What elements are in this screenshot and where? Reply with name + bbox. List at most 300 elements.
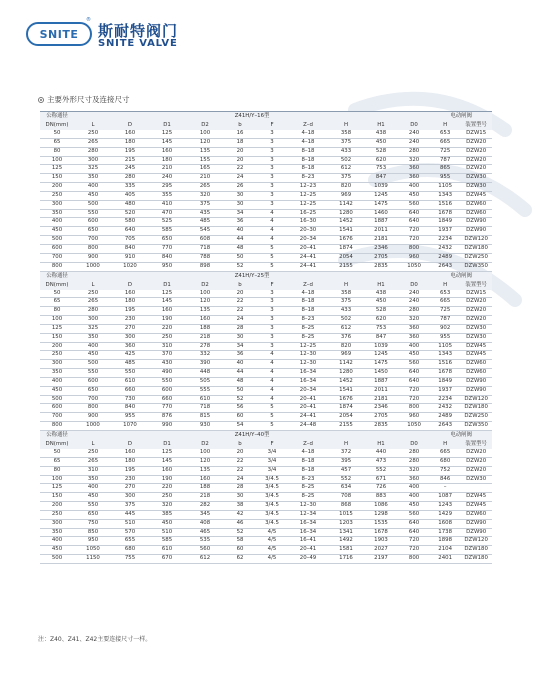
- table-cell: 210: [186, 174, 224, 183]
- table-cell: 3/4.5: [256, 484, 288, 493]
- table-cell: 250: [148, 333, 186, 342]
- table-row: [40, 493, 492, 502]
- table-row: [40, 422, 492, 431]
- table-cell: 718: [186, 244, 224, 253]
- table-cell: 320: [398, 156, 430, 165]
- table-cell: 2155: [328, 422, 364, 431]
- table-cell: DZW350: [460, 262, 492, 271]
- table-cell: 230: [112, 475, 148, 484]
- table-cell: 310: [74, 466, 112, 475]
- column-header: Z–d: [288, 121, 328, 130]
- table-cell: 2155: [328, 262, 364, 271]
- table-cell: 52: [224, 528, 256, 537]
- table-cell: 1343: [430, 351, 460, 360]
- table-cell: 48: [224, 244, 256, 253]
- table-column-header-row: [40, 121, 492, 130]
- table-cell: 700: [74, 236, 112, 245]
- table-cell: 265: [74, 298, 112, 307]
- table-row: [40, 386, 492, 395]
- table-cell: DZW45: [460, 493, 492, 502]
- table-cell: 800: [40, 422, 74, 431]
- table-cell: 610: [112, 377, 148, 386]
- table-cell: 670: [148, 555, 186, 564]
- table-cell: 770: [148, 244, 186, 253]
- table-cell: 1105: [430, 342, 460, 351]
- table-cell: 1516: [430, 360, 460, 369]
- table-cell: 550: [112, 369, 148, 378]
- table-cell: 12–25: [288, 191, 328, 200]
- table-cell: 16: [224, 130, 256, 138]
- table-cell: DZW90: [460, 218, 492, 227]
- table-cell: 65: [40, 298, 74, 307]
- header: [0, 0, 535, 58]
- table-cell: 100: [186, 290, 224, 298]
- table-cell: 8–18: [288, 165, 328, 174]
- table-cell: DZW30: [460, 183, 492, 192]
- table-cell: 634: [328, 484, 364, 493]
- table-cell: 1716: [328, 555, 364, 564]
- table-cell: 375: [112, 502, 148, 511]
- table-cell: 16–41: [288, 537, 328, 546]
- table-cell: 2234: [430, 236, 460, 245]
- table-cell: 8–18: [288, 457, 328, 466]
- table-row: [40, 227, 492, 236]
- table-cell: 24–41: [288, 253, 328, 262]
- table-cell: 165: [186, 165, 224, 174]
- table-cell: 545: [186, 227, 224, 236]
- table-cell: 30: [224, 191, 256, 200]
- column-header: H1: [364, 440, 398, 449]
- table-row: [40, 537, 492, 546]
- table-cell: 8–25: [288, 324, 328, 333]
- table-cell: 500: [74, 360, 112, 369]
- table-cell: 22: [224, 457, 256, 466]
- table-cell: 435: [186, 209, 224, 218]
- table-cell: 502: [328, 316, 364, 325]
- table-cell: 528: [364, 307, 398, 316]
- table-cell: 1678: [430, 369, 460, 378]
- table-cell: 500: [40, 555, 74, 564]
- table-row: [40, 457, 492, 466]
- table-cell: 125: [40, 484, 74, 493]
- brand-name-en: SNITE VALVE: [98, 38, 178, 49]
- table-cell: 190: [148, 475, 186, 484]
- table-cell: 280: [398, 147, 430, 156]
- table-cell: 218: [186, 493, 224, 502]
- table-cell: 725: [430, 147, 460, 156]
- table-cell: 788: [186, 253, 224, 262]
- table-cell: 160: [148, 307, 186, 316]
- table-cell: 360: [112, 342, 148, 351]
- table-cell: 960: [398, 413, 430, 422]
- column-header: H: [430, 121, 460, 130]
- table-cell: 1203: [328, 519, 364, 528]
- table-cell: 1898: [430, 537, 460, 546]
- table-cell: 3: [256, 307, 288, 316]
- table-cell: 700: [74, 395, 112, 404]
- column-header: F: [256, 440, 288, 449]
- table-cell: 800: [398, 555, 430, 564]
- table-cell: 190: [148, 316, 186, 325]
- table-cell: 1020: [112, 262, 148, 271]
- table-cell: 50: [224, 253, 256, 262]
- table-cell: 4/5: [256, 537, 288, 546]
- table-cell: 883: [364, 493, 398, 502]
- table-cell: 3/4: [256, 457, 288, 466]
- table-cell: 250: [74, 449, 112, 457]
- table-cell: 215: [112, 156, 148, 165]
- table-cell: 155: [186, 156, 224, 165]
- table-cell: 720: [398, 236, 430, 245]
- table-cell: 24–41: [288, 262, 328, 271]
- table-cell: 1887: [364, 377, 398, 386]
- table-cell: 3: [256, 290, 288, 298]
- column-header: D2: [186, 121, 224, 130]
- table-cell: 3/4: [256, 449, 288, 457]
- table-cell: DZW45: [460, 342, 492, 351]
- table-row: [40, 209, 492, 218]
- table-row: [40, 466, 492, 475]
- table-cell: 200: [40, 342, 74, 351]
- table-cell: 445: [112, 510, 148, 519]
- table-cell: 990: [148, 422, 186, 431]
- table-cell: 505: [186, 377, 224, 386]
- table-cell: 969: [328, 191, 364, 200]
- table-header-row: [40, 112, 492, 122]
- dn-header: 公称通径 DN(mm): [40, 431, 74, 450]
- table-cell: 345: [186, 510, 224, 519]
- table-cell: 8–23: [288, 316, 328, 325]
- table-cell: 350: [74, 333, 112, 342]
- column-header: H: [328, 121, 364, 130]
- table-cell: 358: [328, 290, 364, 298]
- table-cell: 1849: [430, 218, 460, 227]
- table-cell: 80: [40, 147, 74, 156]
- table-cell: 395: [328, 457, 364, 466]
- table-header-row: [40, 431, 492, 441]
- table-cell: 2705: [364, 413, 398, 422]
- table-cell: 240: [148, 174, 186, 183]
- table-cell: 2011: [364, 227, 398, 236]
- column-header: 装置型号: [460, 121, 492, 130]
- model-header: Z41H/Y–25型: [74, 271, 430, 281]
- table-cell: 753: [364, 165, 398, 174]
- table-cell: 28: [224, 484, 256, 493]
- table-cell: 3: [256, 130, 288, 138]
- table-row: [40, 253, 492, 262]
- column-header: b: [224, 281, 256, 290]
- table-cell: 1608: [430, 519, 460, 528]
- table-cell: 160: [112, 130, 148, 138]
- table-cell: 510: [112, 519, 148, 528]
- table-cell: DZW120: [460, 236, 492, 245]
- table-row: [40, 528, 492, 537]
- table-cell: 8–18: [288, 466, 328, 475]
- table-cell: 160: [186, 316, 224, 325]
- table-cell: 8–18: [288, 147, 328, 156]
- table-cell: 1535: [364, 519, 398, 528]
- table-cell: 608: [186, 236, 224, 245]
- table-cell: 40: [224, 360, 256, 369]
- table-cell: 550: [74, 369, 112, 378]
- column-header: Z–d: [288, 281, 328, 290]
- table-row: [40, 174, 492, 183]
- table-cell: 310: [148, 342, 186, 351]
- table-cell: 752: [430, 466, 460, 475]
- table-cell: 320: [398, 316, 430, 325]
- table-cell: 720: [398, 395, 430, 404]
- table-cell: 2181: [364, 236, 398, 245]
- table-cell: 320: [186, 191, 224, 200]
- table-row: [40, 298, 492, 307]
- table-cell: 552: [328, 475, 364, 484]
- table-cell: 3/4.5: [256, 493, 288, 502]
- table-cell: 280: [398, 457, 430, 466]
- table-cell: DZW120: [460, 537, 492, 546]
- table-cell: 450: [148, 519, 186, 528]
- table-cell: 2197: [364, 555, 398, 564]
- table-cell: 20–41: [288, 244, 328, 253]
- table-row: [40, 290, 492, 298]
- table-row: [40, 236, 492, 245]
- table-cell: 465: [186, 528, 224, 537]
- table-cell: 560: [398, 360, 430, 369]
- electric-valve-header: 电动闸阀: [430, 271, 492, 281]
- table-cell: 640: [398, 369, 430, 378]
- table-cell: 560: [398, 510, 430, 519]
- column-header: 装置型号: [460, 281, 492, 290]
- table-cell: 5: [256, 404, 288, 413]
- table-cell: 640: [112, 227, 148, 236]
- table-cell: 400: [40, 218, 74, 227]
- column-header: F: [256, 281, 288, 290]
- table-cell: 60: [224, 413, 256, 422]
- table-cell: 1039: [364, 183, 398, 192]
- table-row: [40, 324, 492, 333]
- table-cell: 4/5: [256, 546, 288, 555]
- column-header: D: [112, 121, 148, 130]
- column-header: D0: [398, 121, 430, 130]
- column-header: L: [74, 121, 112, 130]
- table-cell: 1086: [364, 502, 398, 511]
- table-row: [40, 546, 492, 555]
- table-cell: DZW20: [460, 316, 492, 325]
- table-cell: 3: [256, 191, 288, 200]
- table-cell: 120: [186, 298, 224, 307]
- table-cell: 473: [364, 457, 398, 466]
- table-cell: 270: [112, 484, 148, 493]
- table-cell: 100: [40, 156, 74, 165]
- table-cell: 145: [148, 138, 186, 147]
- table-cell: 200: [40, 502, 74, 511]
- table-cell: 350: [40, 528, 74, 537]
- table-cell: 1516: [430, 200, 460, 209]
- table-cell: 955: [112, 413, 148, 422]
- table-cell: 550: [74, 209, 112, 218]
- table-cell: 4: [256, 386, 288, 395]
- table-cell: 80: [40, 307, 74, 316]
- table-cell: 3: [256, 156, 288, 165]
- table-cell: 950: [148, 262, 186, 271]
- table-cell: 730: [112, 395, 148, 404]
- table-cell: 16–34: [288, 369, 328, 378]
- table-row: [40, 138, 492, 147]
- table-cell: 640: [398, 218, 430, 227]
- table-cell: DZW180: [460, 244, 492, 253]
- table-cell: DZW250: [460, 253, 492, 262]
- table-cell: 332: [186, 351, 224, 360]
- table-cell: 188: [186, 324, 224, 333]
- table-cell: 450: [398, 191, 430, 200]
- model-header: Z41H/Y–16型: [74, 112, 430, 122]
- table-cell: 480: [112, 200, 148, 209]
- table-cell: 1492: [328, 537, 364, 546]
- footnote: 注：Z40、Z41、Z42主要连接尺寸一样。: [38, 636, 152, 643]
- table-cell: 570: [112, 528, 148, 537]
- table-cell: 8–23: [288, 475, 328, 484]
- table-cell: 160: [148, 466, 186, 475]
- table-cell: 400: [40, 537, 74, 546]
- table-cell: 2489: [430, 253, 460, 262]
- table-cell: 2054: [328, 253, 364, 262]
- table-cell: 535: [186, 537, 224, 546]
- table-row: [40, 183, 492, 192]
- table-cell: 405: [112, 191, 148, 200]
- table-cell: 2489: [430, 413, 460, 422]
- electric-valve-header: 电动闸阀: [430, 112, 492, 122]
- table-cell: 8–25: [288, 333, 328, 342]
- column-header: H: [328, 440, 364, 449]
- table-cell: 1678: [364, 528, 398, 537]
- table-cell: 250: [40, 191, 74, 200]
- table-cell: 612: [186, 555, 224, 564]
- table-cell: 3: [256, 183, 288, 192]
- column-header: H: [328, 281, 364, 290]
- table-cell: 4: [256, 351, 288, 360]
- table-cell: 502: [328, 156, 364, 165]
- table-cell: 725: [430, 307, 460, 316]
- table-cell: DZW30: [460, 174, 492, 183]
- table-cell: 40: [224, 227, 256, 236]
- table-cell: 3: [256, 333, 288, 342]
- table-cell: 2401: [430, 555, 460, 564]
- table-cell: 8–18: [288, 307, 328, 316]
- section-title: [38, 94, 130, 105]
- table-row: [40, 404, 492, 413]
- table-cell: 665: [430, 138, 460, 147]
- table-cell: 245: [112, 165, 148, 174]
- table-cell: 22: [224, 298, 256, 307]
- table-cell: 8–25: [288, 484, 328, 493]
- table-cell: 1105: [430, 183, 460, 192]
- table-cell: 2181: [364, 395, 398, 404]
- table-cell: 510: [148, 528, 186, 537]
- table-cell: 750: [74, 519, 112, 528]
- table-cell: 4–18: [288, 449, 328, 457]
- table-cell: 552: [364, 466, 398, 475]
- table-cell: 44: [224, 236, 256, 245]
- table-cell: 280: [74, 307, 112, 316]
- table-cell: 46: [224, 519, 256, 528]
- table-cell: 755: [112, 555, 148, 564]
- table-cell: DZW20: [460, 298, 492, 307]
- registered-mark: ®: [86, 17, 91, 23]
- table-cell: 65: [40, 138, 74, 147]
- table-row: [40, 360, 492, 369]
- table-cell: 180: [112, 457, 148, 466]
- table-cell: 250: [74, 290, 112, 298]
- table-cell: 600: [148, 386, 186, 395]
- table-cell: 22: [224, 466, 256, 475]
- table-cell: 438: [364, 130, 398, 138]
- table-cell: 4: [256, 360, 288, 369]
- table-cell: 300: [112, 493, 148, 502]
- table-cell: 135: [186, 147, 224, 156]
- table-cell: 360: [398, 333, 430, 342]
- table-cell: 2835: [364, 422, 398, 431]
- table-cell: 120: [186, 457, 224, 466]
- table-cell: 705: [112, 236, 148, 245]
- table-cell: 5: [256, 244, 288, 253]
- table-cell: 100: [40, 475, 74, 484]
- table-cell: 280: [398, 307, 430, 316]
- table-cell: 350: [74, 475, 112, 484]
- table-cell: 210: [148, 165, 186, 174]
- table-cell: 60: [224, 546, 256, 555]
- table-cell: 4: [256, 377, 288, 386]
- table-cell: 560: [398, 200, 430, 209]
- table-cell: 660: [112, 386, 148, 395]
- table-cell: 12–34: [288, 510, 328, 519]
- table-cell: 3: [256, 138, 288, 147]
- table-cell: 600: [40, 404, 74, 413]
- table-cell: 800: [74, 244, 112, 253]
- table-cell: 355: [148, 191, 186, 200]
- table-cell: 8–25: [288, 493, 328, 502]
- table-cell: 450: [40, 546, 74, 555]
- table-cell: 2432: [430, 244, 460, 253]
- table-cell: 840: [112, 404, 148, 413]
- table-cell: 1142: [328, 200, 364, 209]
- table-cell: 1450: [364, 369, 398, 378]
- table-cell: 20–34: [288, 236, 328, 245]
- table-cell: 240: [398, 290, 430, 298]
- table-cell: 1887: [364, 218, 398, 227]
- table-cell: 3: [256, 298, 288, 307]
- table-cell: 1581: [328, 546, 364, 555]
- table-cell: 195: [112, 307, 148, 316]
- table-cell: 300: [74, 316, 112, 325]
- table-cell: 485: [112, 360, 148, 369]
- table-cell: 265: [74, 138, 112, 147]
- table-cell: 1937: [430, 386, 460, 395]
- table-cell: 300: [40, 519, 74, 528]
- table-cell: 20–41: [288, 395, 328, 404]
- column-header: D: [112, 440, 148, 449]
- table-row: [40, 502, 492, 511]
- table-cell: 1475: [364, 200, 398, 209]
- table-row: [40, 218, 492, 227]
- column-header: b: [224, 121, 256, 130]
- table-cell: 24–41: [288, 413, 328, 422]
- table-cell: 850: [74, 528, 112, 537]
- table-cell: 278: [186, 342, 224, 351]
- table-cell: DZW30: [460, 475, 492, 484]
- section-title-text: 主要外形尺寸及连接尺寸: [47, 95, 130, 104]
- table-cell: 450: [364, 298, 398, 307]
- table-cell: 400: [74, 342, 112, 351]
- table-cell: 1452: [328, 377, 364, 386]
